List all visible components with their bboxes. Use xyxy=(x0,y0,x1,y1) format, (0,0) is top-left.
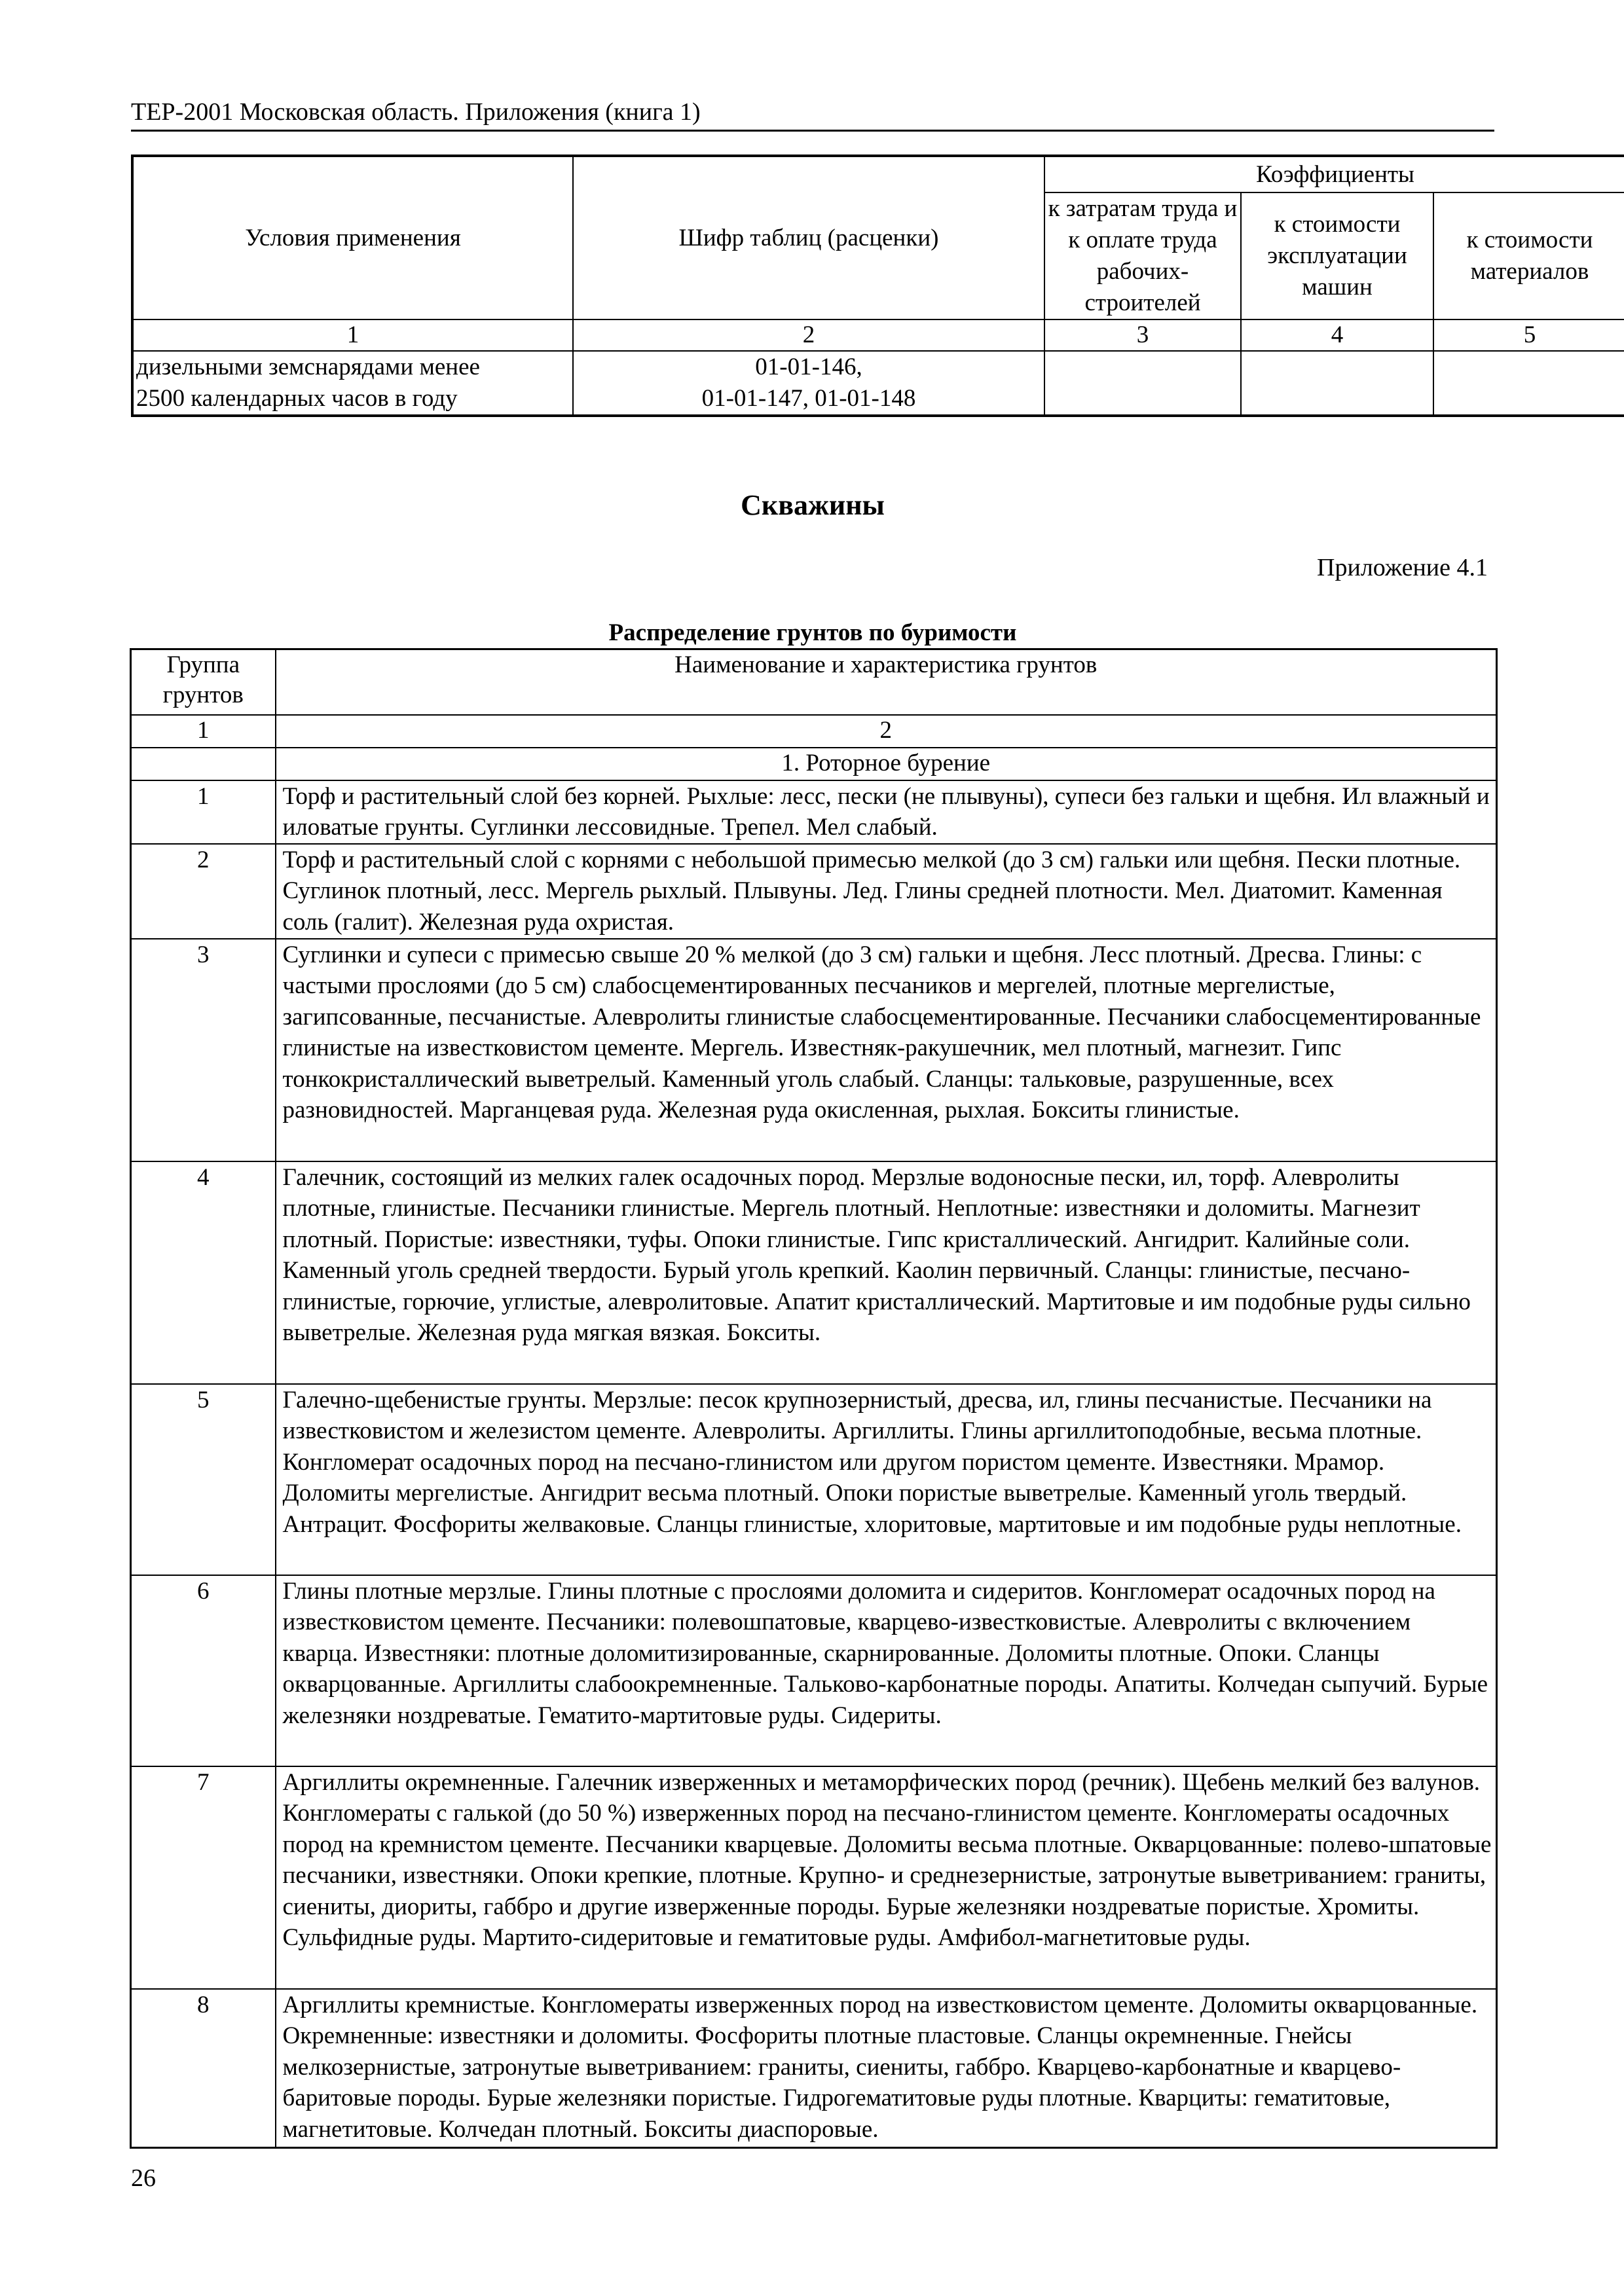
column-number: 1 xyxy=(132,319,573,351)
table-code-cell xyxy=(573,351,1044,416)
appendix-label: Приложение 4.1 xyxy=(1317,554,1488,581)
soil-description: Галечно-щебенистые грунты. Мерзлые: песок крупнозернистый, дресва, ил, глины песчанистые. Песчаники на известковистом и железистом цементе. Алевролиты. Аргиллиты. Глины аргиллитоподобные, весьма плотные. Конгломерат осадочных пород на песчано-глинистом или другом пористом цементе. Известняки. Мрамор. Доломиты мергелистые. Ангидрит весьма плотный. Опоки пористые выветрелые. Каменный уголь твердый. Антрацит. Фосфориты желваковые. Сланцы глинистые, хлоритовые, мартитовые и им подобные руды неплотные. xyxy=(276,1384,1497,1575)
table-row xyxy=(131,1575,1497,1766)
condition-cell xyxy=(132,351,573,416)
coefficients-table xyxy=(131,155,1624,417)
machines-coefficient-cell xyxy=(1241,351,1433,416)
table-row xyxy=(131,1161,1497,1384)
subsection-heading: 1. Роторное бурение xyxy=(276,748,1497,780)
table-row xyxy=(131,1384,1497,1575)
header-coefficients: Коэффициенты xyxy=(1044,156,1624,192)
soil-description: Галечник, состоящий из мелких галек осадочных пород. Мерзлые водоносные пески, ил, торф. Алевролиты плотные, глинистые. Песчаники глинистые. Мергель плотный. Неплотные: известняки и доломиты. Магнезит плотный. Пористые: известняки, туфы. Опоки глинистые. Гипс кристаллический. Ангидрит. Калийные соли. Каменный уголь средней твердости. Бурый уголь крепкий. Каолин первичный. Сланцы: глинистые, песчано-глинистые, горючие, углистые, алевролитовые. Апатит кристаллический. Мартитовые и им подобные руды сильно выветрелые. Железная руда мягкая вязкая. Бокситы. xyxy=(276,1161,1497,1384)
header-soil-group: Группа грунтов xyxy=(131,649,276,715)
materials-coefficient-cell xyxy=(1433,351,1624,416)
page-number: 26 xyxy=(131,2164,156,2192)
header-materials-coefficient: к стоимости материалов xyxy=(1433,192,1624,319)
empty-cell xyxy=(131,748,276,780)
section-title: Скважины xyxy=(741,489,885,521)
table-title: Распределение грунтов по буримости xyxy=(608,619,1017,646)
column-number: 2 xyxy=(573,319,1044,351)
header-table-code: Шифр таблиц (расценки) xyxy=(573,156,1044,319)
condition-line: 2500 календарных часов в году xyxy=(136,385,458,412)
header-labor-coefficient: к затратам труда и к оплате труда рабочих-строителей xyxy=(1044,192,1241,319)
header-conditions: Условия применения xyxy=(132,156,573,319)
labor-coefficient-cell xyxy=(1044,351,1241,416)
soil-description: Глины плотные мерзлые. Глины плотные с прослоями доломита и сидеритов. Конгломерат осадочных пород на известковистом цементе. Песчаники: полевошпатовые, кварцево-известковистые. Алевролиты с включением кварца. Известняки: плотные доломитизированные, скарнированные. Доломиты плотные. Опоки. Сланцы окварцованные. Аргиллиты слабоокремненные. Тальково-карбонатные породы. Апатиты. Колчедан сыпучий. Бурые железняки ноздреватые. Гематито-мартитовые руды. Сидериты. xyxy=(276,1575,1497,1766)
table-code-line: 01-01-147, 01-01-148 xyxy=(701,385,916,412)
running-header: ТЕР-2001 Московская область. Приложения (книга 1) xyxy=(131,98,701,126)
soil-group-number: 1 xyxy=(131,780,276,844)
column-number: 3 xyxy=(1044,319,1241,351)
table-row xyxy=(131,1766,1497,1989)
soil-group-number: 5 xyxy=(131,1384,276,1575)
soil-description: Аргиллиты кремнистые. Конгломераты изверженных пород на известковистом цементе. Доломиты окварцованные. Окремненные: известняки и доломиты. Фосфориты плотные пластовые. Сланцы окремненные. Гнейсы мелкозернистые, затронутые выветриванием: граниты, сиениты, габбро. Кварцево-карбонатные и кварцево-баритовые породы. Бурые железняки пористые. Гидрогематитовые руды плотные. Кварциты: гематитовые, магнетитовые. Колчедан плотный. Бокситы диаспоровые. xyxy=(276,1989,1497,2148)
soil-drillability-table xyxy=(130,648,1498,2149)
condition-line: дизельными земснарядами менее xyxy=(136,354,480,380)
soil-group-number: 2 xyxy=(131,844,276,939)
soil-group-number: 8 xyxy=(131,1989,276,2148)
table-row xyxy=(131,780,1497,844)
soil-group-number: 6 xyxy=(131,1575,276,1766)
soil-description: Торф и растительный слой с корнями с небольшой примесью мелкой (до 3 см) гальки или щебня. Пески плотные. Суглинок плотный, лесс. Мергель рыхлый. Плывуны. Лед. Глины средней плотности. Мел. Диатомит. Каменная соль (галит). Железная руда охристая. xyxy=(276,844,1497,939)
column-number: 1 xyxy=(131,715,276,748)
soil-group-number: 4 xyxy=(131,1161,276,1384)
table-row xyxy=(131,844,1497,939)
header-soil-name: Наименование и характеристика грунтов xyxy=(276,649,1497,715)
header-rule xyxy=(131,130,1494,132)
table-row xyxy=(131,1989,1497,2148)
column-number: 5 xyxy=(1433,319,1624,351)
soil-group-number: 7 xyxy=(131,1766,276,1989)
column-number: 4 xyxy=(1241,319,1433,351)
soil-description: Суглинки и супеси с примесью свыше 20 % мелкой (до 3 см) гальки и щебня. Лесс плотный. Дресва. Глины: с частыми прослоями (до 5 см) слабосцементированных песчаников и мергелей, плотные мергелистые, загипсованные, песчанистые. Алевролиты глинистые слабосцементированные. Песчаники слабосцементированные глинистые на известковистом цементе. Мергель. Известняк-ракушечник, мел плотный, магнезит. Гипс тонкокристаллический выветрелый. Каменный уголь слабый. Сланцы: тальковые, разрушенные, всех разновидностей. Марганцевая руда. Железная руда окисленная, рыхлая. Бокситы глинистые. xyxy=(276,939,1497,1161)
soil-description: Торф и растительный слой без корней. Рыхлые: лесс, пески (не плывуны), супеси без гальки и щебня. Ил влажный и иловатые грунты. Суглинки лессовидные. Трепел. Мел слабый. xyxy=(276,780,1497,844)
soil-description: Аргиллиты окремненные. Галечник изверженных и метаморфических пород (речник). Щебень мелкий без валунов. Конгломераты с галькой (до 50 %) изверженных пород на песчано-глинистом цементе. Конгломераты осадочных пород на кремнистом цементе. Песчаники кварцевые. Доломиты весьма плотные. Окварцованные: полево-шпатовые песчаники, известняки. Опоки крепкие, плотные. Крупно- и среднезернистые, затронутые выветриванием: граниты, сиениты, диориты, габбро и другие изверженные породы. Бурые железняки ноздреватые пористые. Хромиты. Сульфидные руды. Мартито-сидеритовые и гематитовые руды. Амфибол-магнетитовые руды. xyxy=(276,1766,1497,1989)
table-code-line: 01-01-146, xyxy=(755,354,862,380)
soil-group-number: 3 xyxy=(131,939,276,1161)
table-row xyxy=(131,939,1497,1161)
header-machines-coefficient: к стоимости эксплуатации машин xyxy=(1241,192,1433,319)
column-number: 2 xyxy=(276,715,1497,748)
